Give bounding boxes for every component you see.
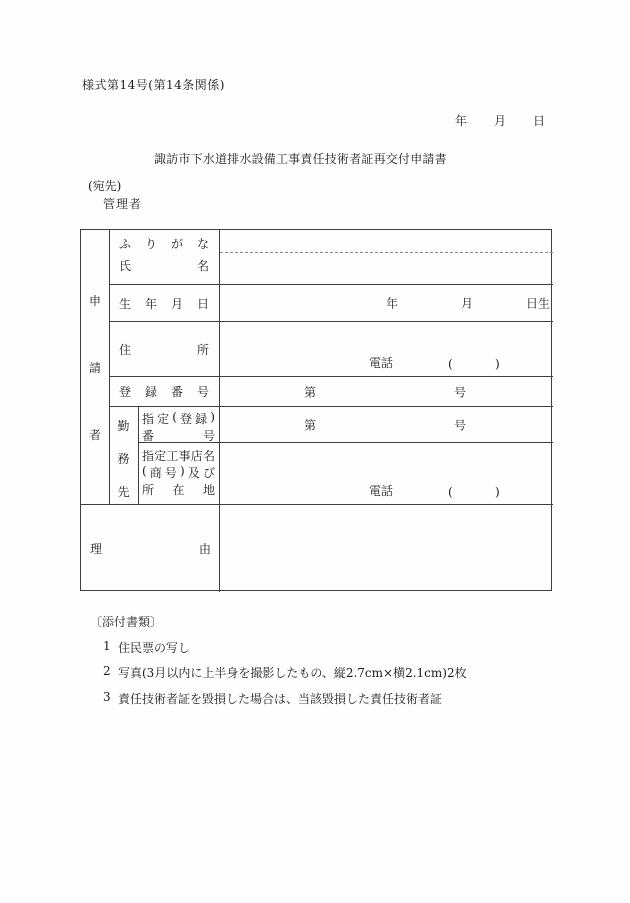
registration-number-label: 登 録 番 号 — [119, 385, 209, 399]
number-prefix: 第 — [304, 385, 317, 399]
date-day-label: 日 — [532, 114, 545, 128]
attachments-section — [90, 613, 467, 707]
applicant-column-label: 申 請 者 — [88, 294, 101, 442]
attachment-item — [103, 639, 467, 656]
date-month-label: 月 — [493, 114, 506, 128]
birth-date-label: 生 年 月 日 — [119, 296, 209, 311]
designation-number-field-area — [219, 407, 553, 442]
reason-field-area — [219, 505, 553, 592]
birth-year-label: 年 — [386, 296, 399, 311]
furigana-label: ふ り が な — [119, 237, 209, 251]
attachment-item — [103, 664, 467, 681]
attachment-item-number: 2 — [103, 664, 111, 678]
store-name-location-label: 指 定 工 事 店 名 ( 商 号 ) 及 び 所 在 地 — [142, 449, 215, 497]
attachments-heading: 〔添付書類〕 — [90, 615, 163, 629]
birth-month-label: 月 — [461, 296, 474, 311]
registration-number-field-area — [219, 377, 553, 406]
designation-number-label: 指 定 ( 登 録 ) 番 号 — [142, 410, 215, 443]
store-name-location-field-area — [219, 443, 553, 504]
addressee-prefix: (宛先) — [88, 179, 122, 193]
address-field-area — [219, 322, 553, 376]
attachment-item-text: 写真(3月以内に上半身を撮影したもの、縦2.7cm×横2.1cm)2枚 — [118, 666, 467, 680]
birth-date-field-area — [219, 285, 553, 321]
furigana-name-label — [109, 230, 219, 284]
number-prefix: 第 — [304, 418, 317, 432]
name-field-area — [219, 230, 553, 284]
phone-label: 電話 — [369, 484, 394, 498]
attachment-item-text: 責任技術者証を毀損した場合は、当該毀損した責任技術者証 — [118, 691, 443, 706]
name-label: 氏 名 — [119, 259, 209, 273]
application-table — [80, 229, 552, 591]
number-suffix: 号 — [454, 385, 467, 399]
attachment-item — [103, 690, 467, 707]
form-title: 諏訪市下水道排水設備工事責任技術者証再交付申請書 — [154, 152, 447, 166]
number-suffix: 号 — [454, 418, 467, 432]
phone-paren-close: ) — [495, 357, 500, 371]
date-line — [455, 112, 545, 129]
attachment-item-number: 1 — [103, 638, 111, 653]
phone-label: 電話 — [369, 356, 394, 370]
phone-paren-open: ( — [448, 485, 453, 499]
address-label: 住 所 — [119, 342, 209, 357]
addressee-name: 管理者 — [103, 197, 143, 211]
reason-label: 理 由 — [90, 542, 211, 556]
form-number: 様式第14号(第14条関係) — [82, 78, 225, 92]
birth-day-label: 日生 — [526, 296, 551, 311]
workplace-column-label: 勤 務 先 — [117, 419, 130, 499]
phone-paren-open: ( — [448, 357, 453, 371]
date-year-label: 年 — [455, 114, 468, 128]
attachment-item-text: 住民票の写し — [118, 640, 191, 655]
phone-paren-close: ) — [495, 485, 500, 499]
attachment-item-number: 3 — [103, 689, 111, 704]
